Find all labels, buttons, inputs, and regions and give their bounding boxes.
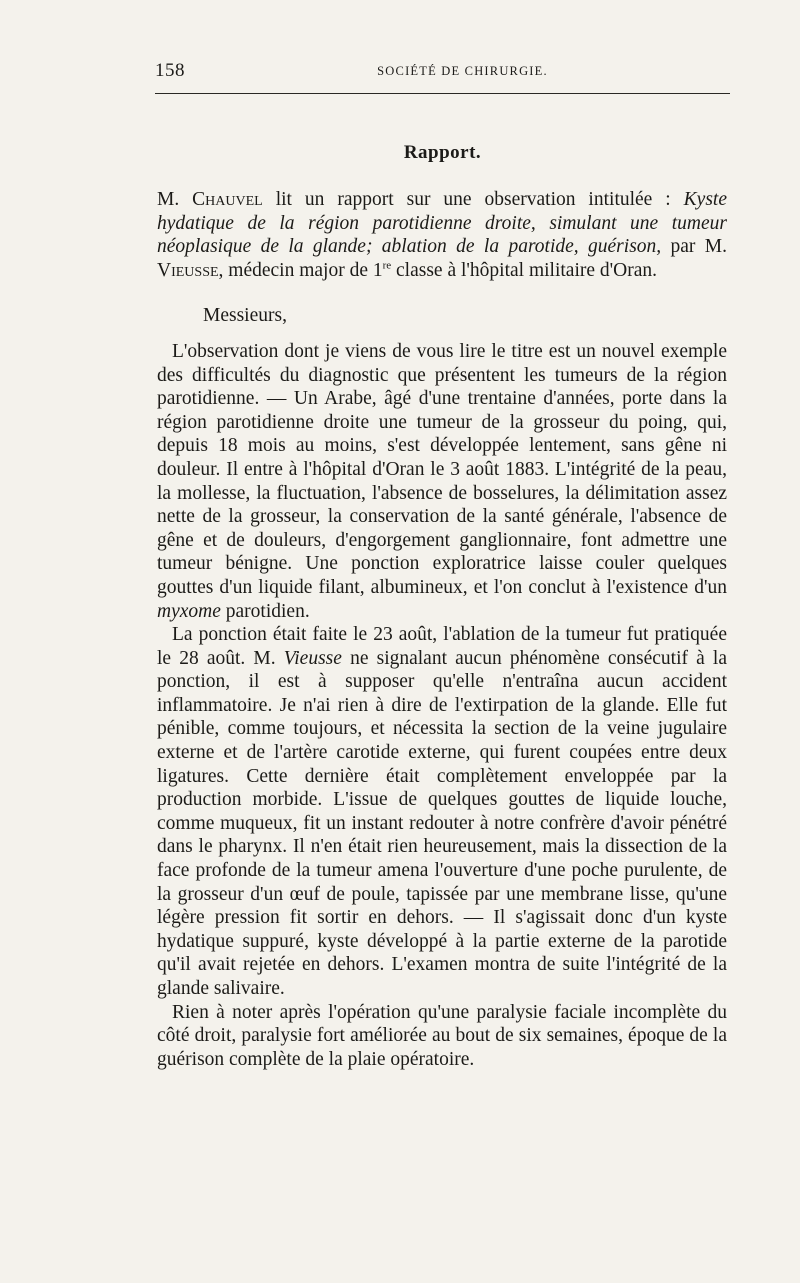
running-title: SOCIÉTÉ DE CHIRURGIE. [377,64,548,78]
paragraph-2 [157,623,727,1001]
paragraph-1-italic: myxome [157,600,221,622]
body-text [157,188,727,1071]
section-title: Rapport. [403,142,482,163]
intro-by: par M. [670,236,727,258]
paragraph-2-tail: ne signalant aucun phénomène consécutif à la ponction, il est à supposer qu'elle n'entraîna aucun accident inflammatoire. Je n'ai rien à dire de l'extirpation de la glande. Elle fut pénible, comme toujours, et nécessita la section de la veine jugulaire externe et de l'artère carotide externe, qui furent coupées entre deux ligatures. Cette dernière était complètement enveloppée par la production morbide. L'issue de quelques gouttes de liquide louche, comme muqueux, fit un instant redouter à notre confrère d'avoir pénétré dans le pharynx. Il n'en était rien heureusement, mais la dissection de la face profonde de la tumeur amena l'ouverture d'une poche purulente, de la grosseur d'un œuf de poule, tapissée par une membrane lisse, qu'une légère pression fit sortir en dehors. — Il s'agissait donc d'un kyste hydatique suppuré, kyste développé à la partie externe de la parotide qu'il avait rejetée en dehors. L'examen montra de suite l'intégrité de la glande salivaire. [157,647,727,999]
intro-paragraph: M. Chauvel lit un rapport sur une observation intitulée : Kyste hydatique de la région parotidienne droite, simulant une tumeur néoplasique de la glande; ablation de la parotide, guérison, par M. Vieusse, médecin major de 1re classe à l'hôpital militaire d'Oran. [157,189,727,281]
paragraph-1-text: L'observation dont je viens de vous lire le titre est un nouvel exemple des difficultés du diagnostic que présentent les tumeurs de la région parotidienne. — Un Arabe, âgé d'une trentaine d'années, porte dans la région parotidienne droite une tumeur de la grosseur du poing, qui, depuis 18 mois au moins, s'est développée lentement, sans gêne ni douleur. Il entre à l'hôpital d'Oran le 3 août 1883. L'intégrité de la peau, la mollesse, la fluctuation, l'absence de bosselures, la délimitation assez nette de la grosseur, la conservation de la santé générale, l'absence de gêne et de douleurs, d'engorgement ganglionnaire, font admettre une tumeur bénigne. Une ponction exploratrice laisse couler quelques gouttes d'un liquide filant, albumineux, et l'on conclut à l'existence d'un [157,340,727,598]
observation-title: Kyste hydatique de la région parotidienne droite, simulant une tumeur néoplasique de la glande; ablation de la parotide, guérison, [157,189,727,258]
observer-name: Vieusse [157,259,219,281]
paragraph-3: Rien à noter après l'opération qu'une paralysie faciale incomplète du côté droit, paralysie fort améliorée au bout de six semaines, époque de la guérison complète de la plaie opératoire. [157,1001,727,1070]
paragraph-2-text: La ponction était faite le 23 août, l'ablation de la tumeur fut pratiquée le 28 août. M. [157,624,727,669]
page-number: 158 [155,60,185,81]
intro-prefix: M. [157,189,180,210]
paragraph-2-italic: Vieusse [283,647,342,669]
intro-lead: lit un rapport sur une observation intitulée : [275,189,671,210]
paragraph-1-tail: parotidien. [225,600,310,622]
author-name: Chauvel [192,189,263,210]
header-rule [155,93,730,94]
running-head [155,60,730,84]
intro-rank: médecin major de 1 [228,259,383,281]
intro-rank-tail: classe à l'hôpital militaire d'Oran. [396,259,658,281]
rank-superscript: re [382,259,392,272]
salutation: Messieurs, [203,305,287,327]
paragraph-1 [157,340,727,623]
